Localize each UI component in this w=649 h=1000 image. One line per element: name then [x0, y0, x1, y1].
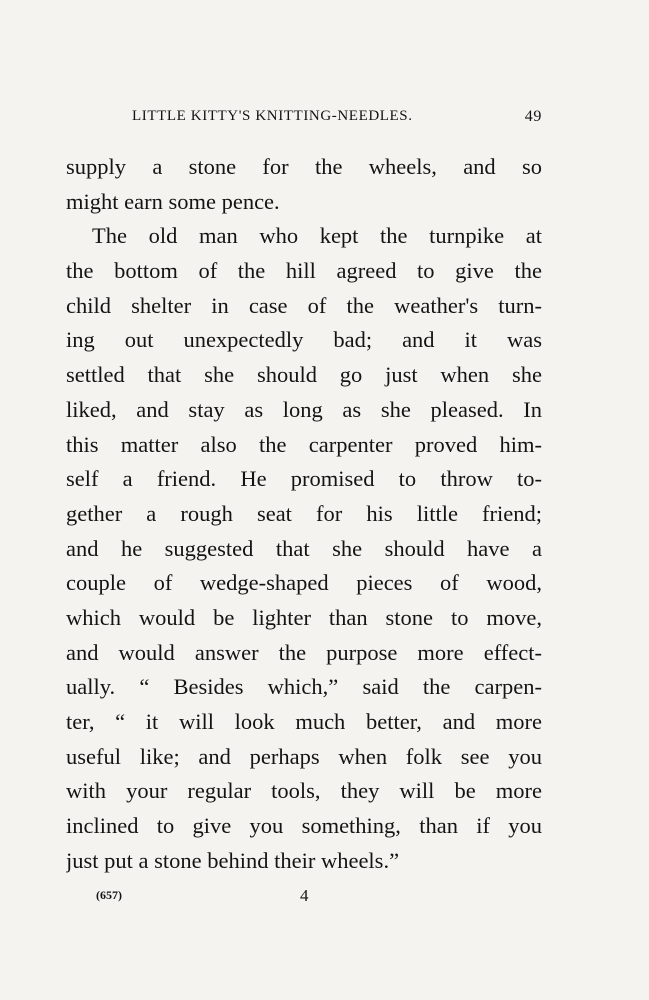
text-line: child shelter in case of the weather's turn- [66, 292, 542, 318]
text-line: ing out unexpectedly bad; and it was [66, 327, 542, 353]
text-line: liked, and stay as long as she pleased. In [66, 396, 542, 422]
running-head [132, 108, 542, 130]
text-line: couple of wedge-shaped pieces of wood, [66, 570, 542, 596]
body-text [66, 150, 542, 878]
text-line: supply a stone for the wheels, and so [66, 154, 542, 179]
text-line: this matter also the carpenter proved him- [66, 431, 542, 457]
text-line: ter, “ it will look much better, and more [66, 709, 542, 734]
text-line: with your regular tools, they will be more [66, 778, 542, 804]
text-line: the bottom of the hill agreed to give the [66, 258, 542, 284]
text-line: ually. “ Besides which,” said the carpen- [66, 674, 542, 700]
text-line: The old man who kept the turnpike at [92, 223, 542, 249]
sheet-number: 4 [300, 886, 309, 905]
text-line: self a friend. He promised to throw to- [66, 466, 542, 492]
text-line: and would answer the purpose more effect- [66, 639, 542, 665]
page-number: 49 [524, 108, 542, 125]
text-line: useful like; and perhaps when folk see you [66, 743, 542, 769]
running-title: LITTLE KITTY'S KNITTING-NEEDLES. [132, 108, 413, 124]
text-line: gether a rough seat for his little friend; [66, 500, 542, 526]
text-line: inclined to give you something, than if you [66, 813, 542, 839]
text-line: just put a stone behind their wheels.” [66, 847, 400, 873]
text-line: which would be lighter than stone to move, [66, 604, 542, 630]
text-line: settled that she should go just when she [66, 362, 542, 388]
printer-signature: (657) [96, 888, 122, 902]
text-line: and he suggested that she should have a [66, 535, 542, 561]
text-line: might earn some pence. [66, 188, 280, 214]
